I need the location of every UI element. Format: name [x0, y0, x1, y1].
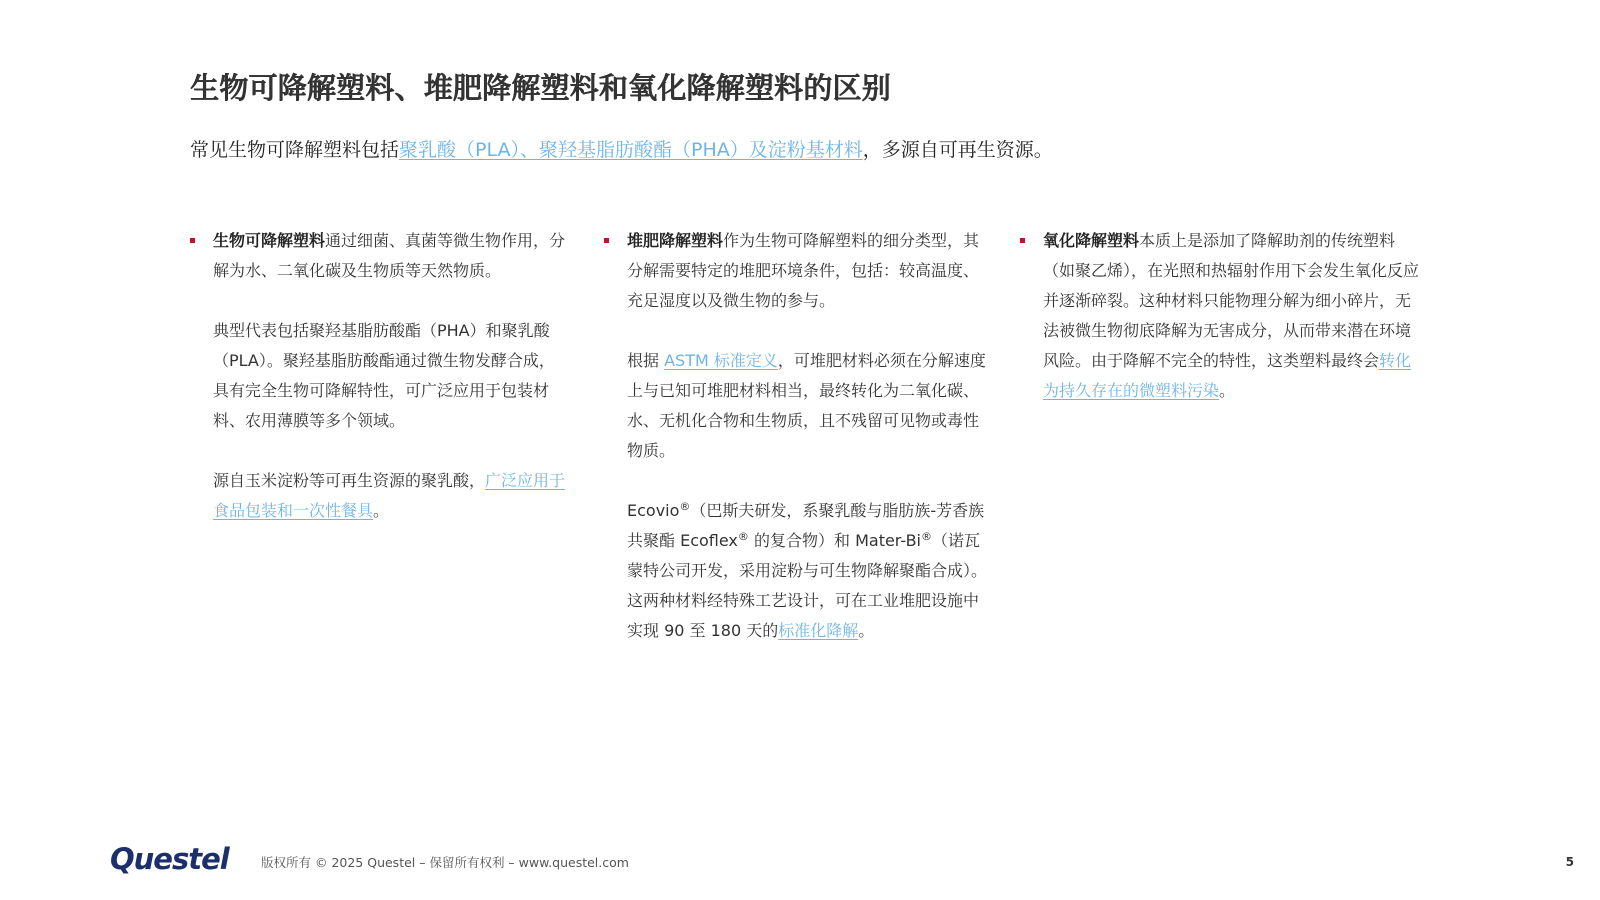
- biodegradable-p3-end: 。: [373, 501, 390, 520]
- ecovio-name: Ecovio: [627, 501, 680, 520]
- page-title: 生物可降解塑料、堆肥降解塑料和氧化降解塑料的区别: [190, 71, 891, 105]
- oxo-paragraph-1: [1043, 226, 1420, 406]
- column-compostable: [604, 226, 994, 646]
- registered-mark: ®: [737, 530, 749, 543]
- term-biodegradable: 生物可降解塑料: [213, 231, 326, 250]
- term-compostable: 堆肥降解塑料: [627, 231, 724, 250]
- column-oxo-degradable: [1020, 226, 1420, 406]
- registered-mark: ®: [921, 530, 932, 543]
- oxo-p1-end: 。: [1219, 381, 1236, 400]
- biodegradable-definition: 通过细菌、真菌等微生物作用，分解为水、二氧化碳及生物质等天然物质。: [213, 231, 566, 280]
- subtitle-link-materials[interactable]: 聚乳酸（PLA）、聚羟基脂肪酸酯（PHA）及淀粉基材料: [399, 139, 863, 161]
- compostable-paragraph-2: [627, 346, 994, 466]
- subtitle-text-after: ，多源自可再生资源。: [862, 139, 1053, 161]
- footer-copyright: 版权所有 © 2025 Questel – 保留所有权利 – www.questel.com: [261, 855, 629, 870]
- oxo-definition: 本质上是添加了降解助剂的传统塑料（如聚乙烯），在光照和热辐射作用下会发生氧化反应并逐渐碎裂。这种材料只能物理分解为细小碎片，无法被微生物彻底降解为无害成分，从而带来潜在环境风险。由于降解不完全的特性，这类塑料最终会: [1043, 231, 1420, 370]
- compostable-p2-text: 根据: [627, 351, 665, 370]
- compostable-paragraph-3: [627, 496, 994, 646]
- page-number: 5: [1565, 855, 1574, 869]
- biodegradable-paragraph-2: 典型代表包括聚羟基脂肪酸酯（PHA）和聚乳酸（PLA）。聚羟基脂肪酸酯通过微生物发酵合成，具有完全生物可降解特性，可广泛应用于包装材料、农用薄膜等多个领域。: [213, 321, 555, 430]
- compostable-p3-end: 。: [858, 621, 875, 640]
- registered-mark: ®: [679, 500, 691, 513]
- compostable-paragraph-1: [627, 226, 994, 316]
- questel-logo: Questel: [110, 842, 229, 876]
- term-oxo-degradable: 氧化降解塑料: [1043, 231, 1140, 250]
- subtitle: [190, 135, 1053, 162]
- link-standard-degradation[interactable]: 标准化降解: [778, 621, 859, 640]
- ecovio-description: （巴斯夫研发，系聚乳酸与脂肪族-芳香族共聚酯 Ecoflex: [627, 501, 985, 550]
- bullet-square-icon: [190, 238, 195, 243]
- bullet-square-icon: [1020, 238, 1025, 243]
- bullet-square-icon: [604, 238, 609, 243]
- link-astm-standard[interactable]: ASTM 标准定义: [664, 351, 778, 370]
- link-microplastic-pollution[interactable]: 转化为持久存在的微塑料污染: [1043, 351, 1412, 400]
- link-food-packaging[interactable]: 广泛应用于食品包装和一次性餐具: [213, 471, 566, 520]
- materbi-name: 的复合物）和 Mater-Bi: [748, 531, 921, 550]
- biodegradable-paragraph-1: [213, 226, 570, 286]
- compostable-p2-rest: ，可堆肥材料必须在分解速度上与已知可堆肥材料相当，最终转化为二氧化碳、水、无机化合物和生物质，且不残留可见物或毒性物质。: [627, 351, 986, 460]
- materbi-description: （诺瓦蒙特公司开发，采用淀粉与可生物降解聚酯合成）。这两种材料经特殊工艺设计，可在工业堆肥设施中实现 90 至 180 天的: [627, 531, 988, 640]
- compostable-definition: 作为生物可降解塑料的细分类型，其分解需要特定的堆肥环境条件，包括：较高温度、充足湿度以及微生物的参与。: [627, 231, 980, 310]
- biodegradable-p3-text: 源自玉米淀粉等可再生资源的聚乳酸，: [213, 471, 486, 490]
- biodegradable-paragraph-3: [213, 466, 570, 526]
- column-biodegradable: [190, 226, 570, 526]
- subtitle-text-before: 常见生物可降解塑料包括: [190, 139, 400, 161]
